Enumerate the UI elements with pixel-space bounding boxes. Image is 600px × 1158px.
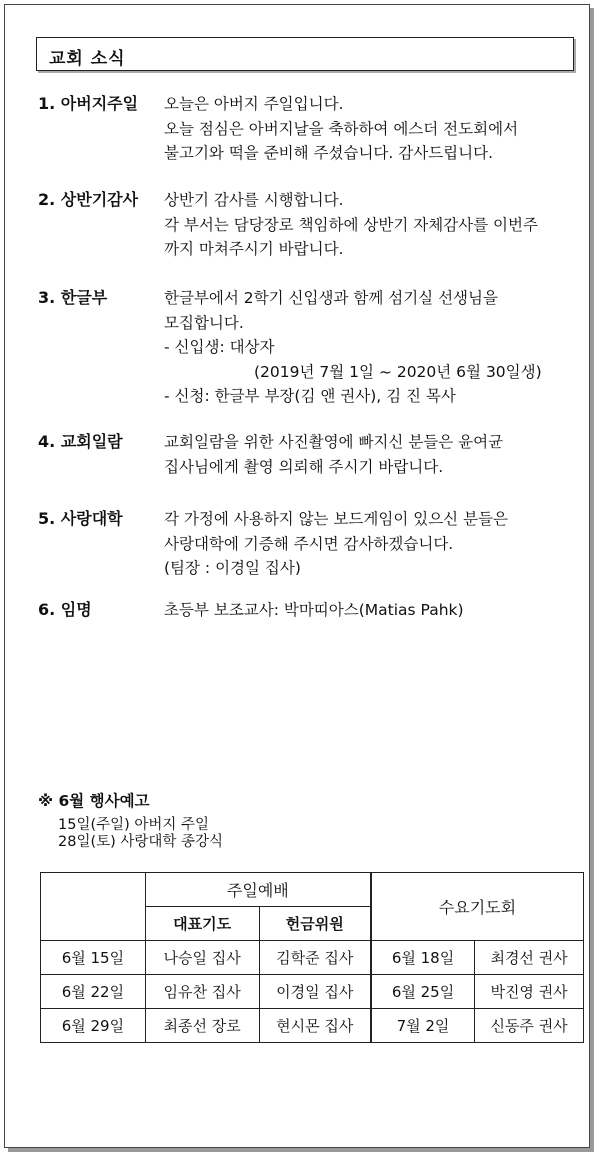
section-title-box <box>36 37 574 71</box>
wednesday-leader-cell: 최경선 권사 <box>475 941 584 975</box>
wednesday-date-cell: 6월 18일 <box>371 941 475 975</box>
news-item-heading: 6. 임명 <box>38 600 92 619</box>
news-line: 각 가정에 사용하지 않는 보드게임이 있으신 분들은 <box>164 510 508 528</box>
news-item-body <box>164 598 584 623</box>
news-line: 모집합니다. <box>164 313 244 332</box>
table-row <box>41 975 584 1009</box>
news-item-heading: 1. 아버지주일 <box>38 94 139 113</box>
table-corner-cell <box>41 873 146 941</box>
prayer-column-header: 대표기도 <box>145 907 259 941</box>
events-preview-line: 15일(주일) 아버지 주일 <box>58 817 210 833</box>
wednesday-leader-cell: 신동주 권사 <box>475 1009 584 1043</box>
news-item-heading: 5. 사랑대학 <box>38 509 123 528</box>
news-item-heading: 4. 교회일람 <box>38 432 123 451</box>
news-item-body <box>164 92 584 166</box>
section-title: 교회 소식 <box>49 49 126 69</box>
sunday-date-cell: 6월 29일 <box>41 1009 146 1043</box>
events-preview-line: 28일(토) 사랑대학 종강식 <box>58 834 224 850</box>
offering-cell: 김학준 집사 <box>259 941 371 975</box>
sunday-date-cell: 6월 22일 <box>41 975 146 1009</box>
news-line: 까지 마쳐주시기 바랍니다. <box>164 240 344 258</box>
news-item-body <box>164 507 584 581</box>
news-line: 사랑대학에 기증해 주시면 감사하겠습니다. <box>164 534 454 553</box>
sunday-date-cell: 6월 15일 <box>41 941 146 975</box>
wednesday-date-cell: 7월 2일 <box>371 1009 475 1043</box>
news-line: 집사님에게 촬영 의뢰해 주시기 바랍니다. <box>164 457 444 476</box>
wednesday-prayer-header: 수요기도회 <box>371 873 584 941</box>
news-line: (2019년 7월 1일 ~ 2020년 6월 30일생) <box>254 362 542 381</box>
offering-column-header: 헌금위원 <box>259 907 371 941</box>
service-schedule-table <box>40 872 584 1043</box>
news-line: - 신청: 한글부 부장(김 앤 권사), 김 진 목사 <box>164 387 456 405</box>
news-line: 초등부 보조교사: 박마띠아스(Matias Pahk) <box>164 601 464 619</box>
news-item-heading: 3. 한글부 <box>38 288 108 307</box>
offering-cell: 이경일 집사 <box>259 975 371 1009</box>
prayer-cell: 임유찬 집사 <box>145 975 259 1009</box>
prayer-cell: 최종선 장로 <box>145 1009 259 1043</box>
news-item-body <box>164 430 584 479</box>
news-line: (팀장 : 이경일 집사) <box>164 559 301 577</box>
news-line: 오늘 점심은 아버지날을 축하하여 에스더 전도회에서 <box>164 119 519 138</box>
news-line: - 신입생: 대상자 <box>164 338 275 356</box>
wednesday-date-cell: 6월 25일 <box>371 975 475 1009</box>
wednesday-leader-cell: 박진영 권사 <box>475 975 584 1009</box>
news-line: 불고기와 떡을 준비해 주셨습니다. 감사드립니다. <box>164 144 494 162</box>
offering-cell: 현시몬 집사 <box>259 1009 371 1043</box>
news-line: 상반기 감사를 시행합니다. <box>164 191 344 209</box>
prayer-cell: 나승일 집사 <box>145 941 259 975</box>
news-line: 교회일람을 위한 사진촬영에 빠지신 분들은 윤여균 <box>164 433 504 451</box>
news-line: 오늘은 아버지 주일입니다. <box>164 95 344 113</box>
events-preview-title: ※ 6월 행사예고 <box>38 792 150 810</box>
news-item-heading: 2. 상반기감사 <box>38 190 139 209</box>
table-row <box>41 941 584 975</box>
news-item-body <box>164 286 584 409</box>
news-item-body <box>164 188 584 262</box>
table-row <box>41 1009 584 1043</box>
news-line: 각 부서는 담당장로 책임하에 상반기 자체감사를 이번주 <box>164 215 538 234</box>
sunday-service-header: 주일예배 <box>145 873 371 907</box>
news-line: 한글부에서 2학기 신입생과 함께 섬기실 선생님을 <box>164 289 498 307</box>
